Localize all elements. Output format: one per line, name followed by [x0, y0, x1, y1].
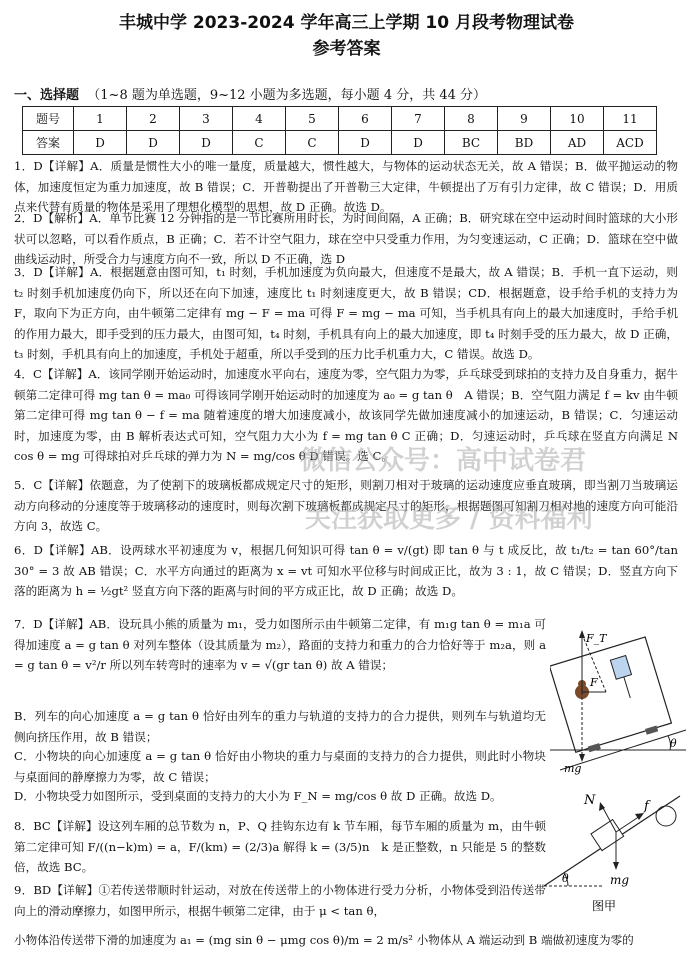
- row-label: 题号: [23, 107, 74, 131]
- table-cell: 11: [604, 107, 657, 131]
- table-cell: 10: [551, 107, 604, 131]
- table-cell: D: [392, 131, 445, 155]
- figure1-tension-label: F_T: [586, 632, 607, 645]
- answer-2: 2．D【解析】A．单节比赛 12 分钟指的是一节比赛所用时长，为时间间隔，A 正确；B．研究球在空中运动时间时篮球的大小形状可以忽略，可以看作质点，B 正确；C．若不计空气阻力，球在空中只受重力作用，为匀变速运动，C 正确；D．篮球在空中做曲线运动时，所受合力与速度方向不一致，所以 D 不正确，选 D: [14, 211, 678, 266]
- figure1-gravity-label: mg: [564, 762, 582, 775]
- answer-8: 8．BC【详解】设这列车厢的总节数为 n，P、Q 挂钩东边有 k 节车厢，每节车厢的质量为 m，由牛顿第二定律可知 F/((n−k)m) = a，F/(km) = (2/3)a 解得 k = (3/5)n k 是正整数，n 只能是 5 的整数倍，故选 BC。: [14, 819, 546, 874]
- table-cell: C: [286, 131, 339, 155]
- table-cell: C: [233, 131, 286, 155]
- table-cell: 2: [127, 107, 180, 131]
- table-cell: 5: [286, 107, 339, 131]
- table-cell: D: [180, 131, 233, 155]
- table-cell: BC: [445, 131, 498, 155]
- figure2-caption: 图甲: [592, 899, 617, 913]
- table-cell: D: [74, 131, 127, 155]
- table-row-answers: [23, 131, 657, 155]
- section-name: 一、选择题: [14, 88, 80, 103]
- answer-7d: D．小物块受力如图所示，受到桌面的支持力的大小为 F_N = mg/cos θ 故 D 正确。故选 D。: [14, 789, 502, 803]
- table-cell: 3: [180, 107, 233, 131]
- table-cell: 4: [233, 107, 286, 131]
- answer-5: 5．C【详解】依题意，为了使割下的玻璃板都成规定尺寸的矩形，则割刀相对于玻璃的运动速度应垂直玻璃，即当割刀当玻璃运动方向移动的分速度等于玻璃移动的速度时，则每次割下玻璃板都成规定尺寸的矩形，根据题图可知割刀相对地的速度方向可能沿方向 3，故选 C。: [14, 478, 678, 533]
- section-note: （1~8 题为单选题，9~12 小题为多选题，每小题 4 分，共 44 分）: [87, 88, 487, 103]
- table-row-numbers: [23, 107, 657, 131]
- figure1-theta-label: θ: [670, 737, 677, 750]
- answer-6: 6．D【详解】AB．设两球水平初速度为 v，根据几何知识可得 tan θ = v/(gt) 即 tan θ 与 t 成反比，故 t₁/t₂ = tan 60°/tan 30° = 3 故 AB 错误；C．水平方向通过的距离为 x = vt 可知水平位移与时间成正比，故为 3 : 1，故 C 错误；D．竖直方向下落的距离为 h = ½gt² 竖直方向下落的距离与时间的平方成正比，故 D 正确；故选 D。: [14, 543, 678, 598]
- watermark-line-1: 微信公众号：高中试卷君: [300, 446, 587, 476]
- table-cell: D: [339, 131, 392, 155]
- table-cell: 7: [392, 107, 445, 131]
- figure2-normal-label: N: [584, 793, 596, 808]
- table-cell: 8: [445, 107, 498, 131]
- answer-table: [22, 106, 657, 155]
- row-label: 答案: [23, 131, 74, 155]
- figure2-theta-label: θ: [562, 872, 569, 885]
- table-cell: D: [127, 131, 180, 155]
- table-cell: 1: [74, 107, 127, 131]
- answer-7b: B．列车的向心加速度 a = g tan θ 恰好由列车的重力与轨道的支持力的合力提供，则列车与轨道均无侧向挤压作用，故 B 错误；: [14, 709, 546, 744]
- answer-1: 1．D【详解】A．质量是惯性大小的唯一量度，质量越大，惯性越大，与物体的运动状态无关，故 A 错误；B．做平抛运动的物体，加速度恒定为重力加速度，故 B 错误；C．开普勒提出了开普勒三大定律，牛顿提出了万有引力定律，故 C 错误；D．用质点来代替有质量的物体是采用了理想化模型的思想，故 D 正确。故选 D。: [14, 159, 678, 214]
- section-heading: [14, 84, 486, 103]
- table-cell: AD: [551, 131, 604, 155]
- table-cell: ACD: [604, 131, 657, 155]
- answer-3: 3．D【详解】A．根据题意由图可知，t₁ 时刻，手机加速度为负向最大，但速度不是最大，故 A 错误；B．手机一直下运动，则 t₂ 时刻手机加速度仍向下，所以还在向下加速，速度比 t₁ 时刻速度更大，故 B 错误；CD．根据题意，设手给手机的支持力为 F，取向下为正方向，由牛顿第二定律有 mg − F = ma 可得 F = mg − ma 可知，当手机具有向上的最大加速度时，手给手机的作用力最大，即手受到的压力最大，由图可知，t₄ 时刻，手机具有向上的最大加速度，即 t₄ 时刻手受的压力最大，故 D 正确，t₃ 时刻，手机具有向上的加速度，手机处于超重，所以手受到的压力比手机重力大，C 错误。故选 D。: [14, 265, 678, 361]
- table-cell: 6: [339, 107, 392, 131]
- answer-7: 7．D【详解】AB．设玩具小熊的质量为 m₁，受力如图所示由牛顿第二定律，有 m₁g tan θ = m₁a 可得加速度 a = g tan θ 对列车整体（设其质量为 m₂），路面的支持力和重力的合力恰好等于 m₂a，则 a = g tan θ = v²/r 所以列车转弯时的速率为 v = √(gr tan θ) 故 A 错误；: [14, 617, 546, 672]
- answer-4: 4．C【详解】A．该同学刚开始运动时，加速度水平向右，速度为零，空气阻力为零，乒乓球受到球拍的支持力及自身重力，据牛顿第二定律可得 mg tan θ = ma₀ 可得该同学刚开始运动时的加速度为 a₀ = g tan θ A 错误；B．空气阻力满足 f = kv 由牛顿第二定律可得 mg tan θ − f = ma 随着速度的增大加速度减小，故该同学先做加速度减小的加速运动，B 错误；C．匀速运动时，加速度为零，由 B 解析表达式可知，空气阻力大小为 f = mg tan θ C 正确；D．匀速运动时，乒乓球在竖直方向满足 N cos θ = mg 可得球拍对乒乓球的弹力为 N = mg/cos θ D 错误。选 C。: [14, 367, 678, 463]
- answer-9: 9．BD【详解】①若传送带顺时针运动，对放在传送带上的小物体进行受力分析，小物体受到沿传送带向上的滑动摩擦力，如图甲所示，根据牛顿第二定律，由于 μ < tan θ，: [14, 883, 546, 918]
- figure2-gravity-label: mg: [610, 873, 630, 887]
- page-subtitle: 参考答案: [312, 39, 381, 59]
- figure1-force-label: F: [590, 676, 598, 689]
- table-cell: 9: [498, 107, 551, 131]
- page-title: 丰城中学 2023-2024 学年高三上学期 10 月段考物理试卷: [118, 13, 574, 33]
- table-cell: BD: [498, 131, 551, 155]
- watermark-line-2: 关注获取更多 / 资料福利: [305, 504, 593, 534]
- answer-7c: C．小物块的向心加速度 a = g tan θ 恰好由小物块的重力与桌面的支持力的合力提供，则此时小物块与桌面间的静摩擦力为零，故 C 错误；: [14, 749, 546, 784]
- answer-9-cont: 小物体沿传送带下滑的加速度为 a₁ = (mg sin θ − μmg cos θ)/m = 2 m/s² 小物体从 A 端运动到 B 端做初速度为零的: [14, 933, 634, 947]
- figure2-friction-label: f: [644, 799, 649, 814]
- figure-incline-force-diagram: [540, 786, 690, 916]
- figure-train-force-diagram: [550, 620, 688, 780]
